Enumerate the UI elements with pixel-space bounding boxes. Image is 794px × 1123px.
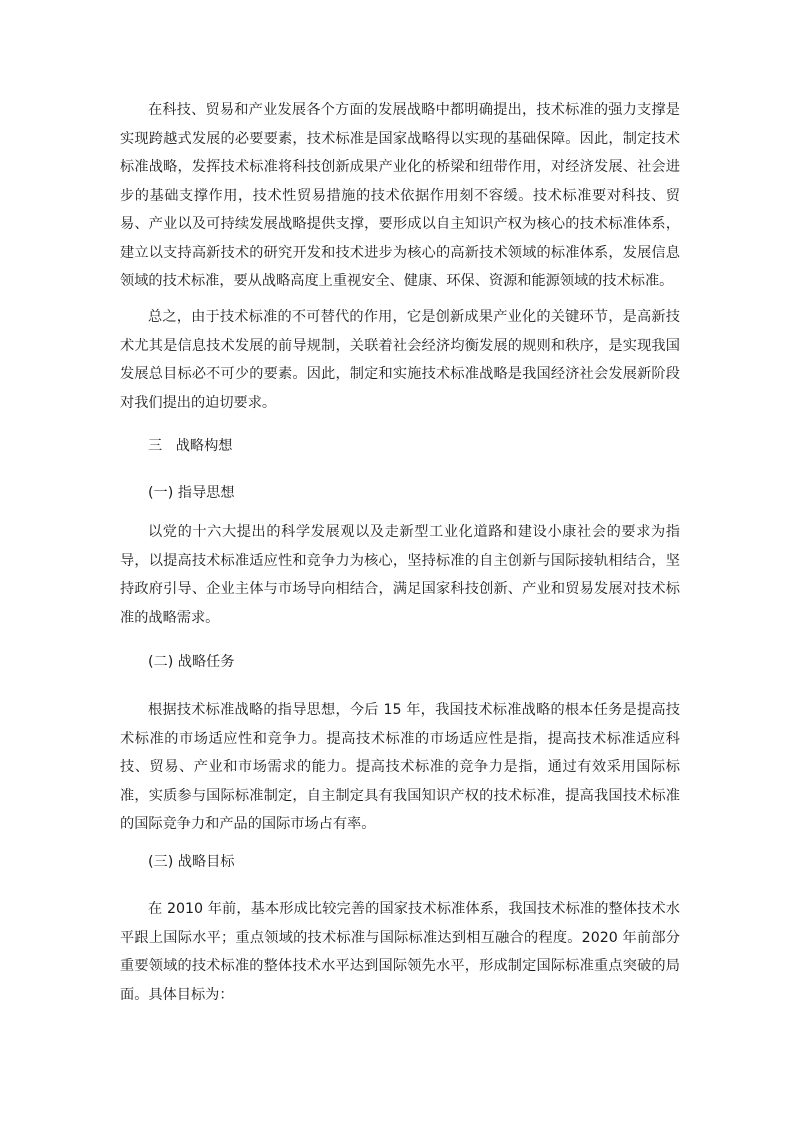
- subheading-strategic-goals: (三) 战略目标: [148, 854, 235, 870]
- paragraph-strategic-goals: 在 2010 年前，基本形成比较完善的国家技术标准体系，我国技术标准的整体技术水平跟上国际水平；重点领域的技术标准与国际标准达到相互融合的程度。2020 年前部分重要领域的技术标准的整体技术水平达到国际领先水平，形成制定国际标准重点突破的局面。具体目标为：: [120, 901, 680, 1003]
- subheading-strategic-tasks: (二) 战略任务: [148, 654, 235, 670]
- paragraph-guiding-ideology: 以党的十六大提出的科学发展观以及走新型工业化道路和建设小康社会的要求为指导，以提高技术标准适应性和竞争力为核心，坚持标准的自主创新与国际接轨相结合，坚持政府引导、企业主体与市场导向相结合，满足国家科技创新、产业和贸易发展对技术标准的战略需求。: [120, 524, 680, 626]
- paragraph-strategic-tasks: 根据技术标准战略的指导思想，今后 15 年，我国技术标准战略的根本任务是提高技术标准的市场适应性和竞争力。提高技术标准的市场适应性是指，提高技术标准适应科技、贸易、产业和市场需求的能力。提高技术标准的竞争力是指，通过有效采用国际标准，实质参与国际标准制定，自主制定具有我国知识产权的技术标准，提高我国技术标准的国际竞争力和产品的国际市场占有率。: [120, 702, 680, 832]
- paragraph-summary: 总之，由于技术标准的不可替代的作用，它是创新成果产业化的关键环节，是高新技术尤其是信息技术发展的前导规制，关联着社会经济均衡发展的规则和秩序，是实现我国发展总目标必不可少的要素。因此，制定和实施技术标准战略是我国经济社会发展新阶段对我们提出的迫切要求。: [120, 309, 680, 411]
- subheading-guiding-ideology: (一) 指导思想: [148, 485, 235, 501]
- paragraph-strategy-importance: 在科技、贸易和产业发展各个方面的发展战略中都明确提出，技术标准的强力支撑是实现跨越式发展的必要要素，技术标准是国家战略得以实现的基础保障。因此，制定技术标准战略，发挥技术标准将科技创新成果产业化的桥梁和纽带作用，对经济发展、社会进步的基础支撑作用，技术性贸易措施的技术依据作用刻不容缓。技术标准要对科技、贸易、产业以及可持续发展战略提供支撑，要形成以自主知识产权为核心的技术标准体系，建立以支持高新技术的研究开发和技术进步为核心的高新技术领域的标准体系，发展信息领域的技术标准，要从战略高度上重视安全、健康、环保、资源和能源领域的技术标准。: [120, 102, 680, 289]
- section-heading-strategy-concept: 三 战略构想: [148, 438, 233, 454]
